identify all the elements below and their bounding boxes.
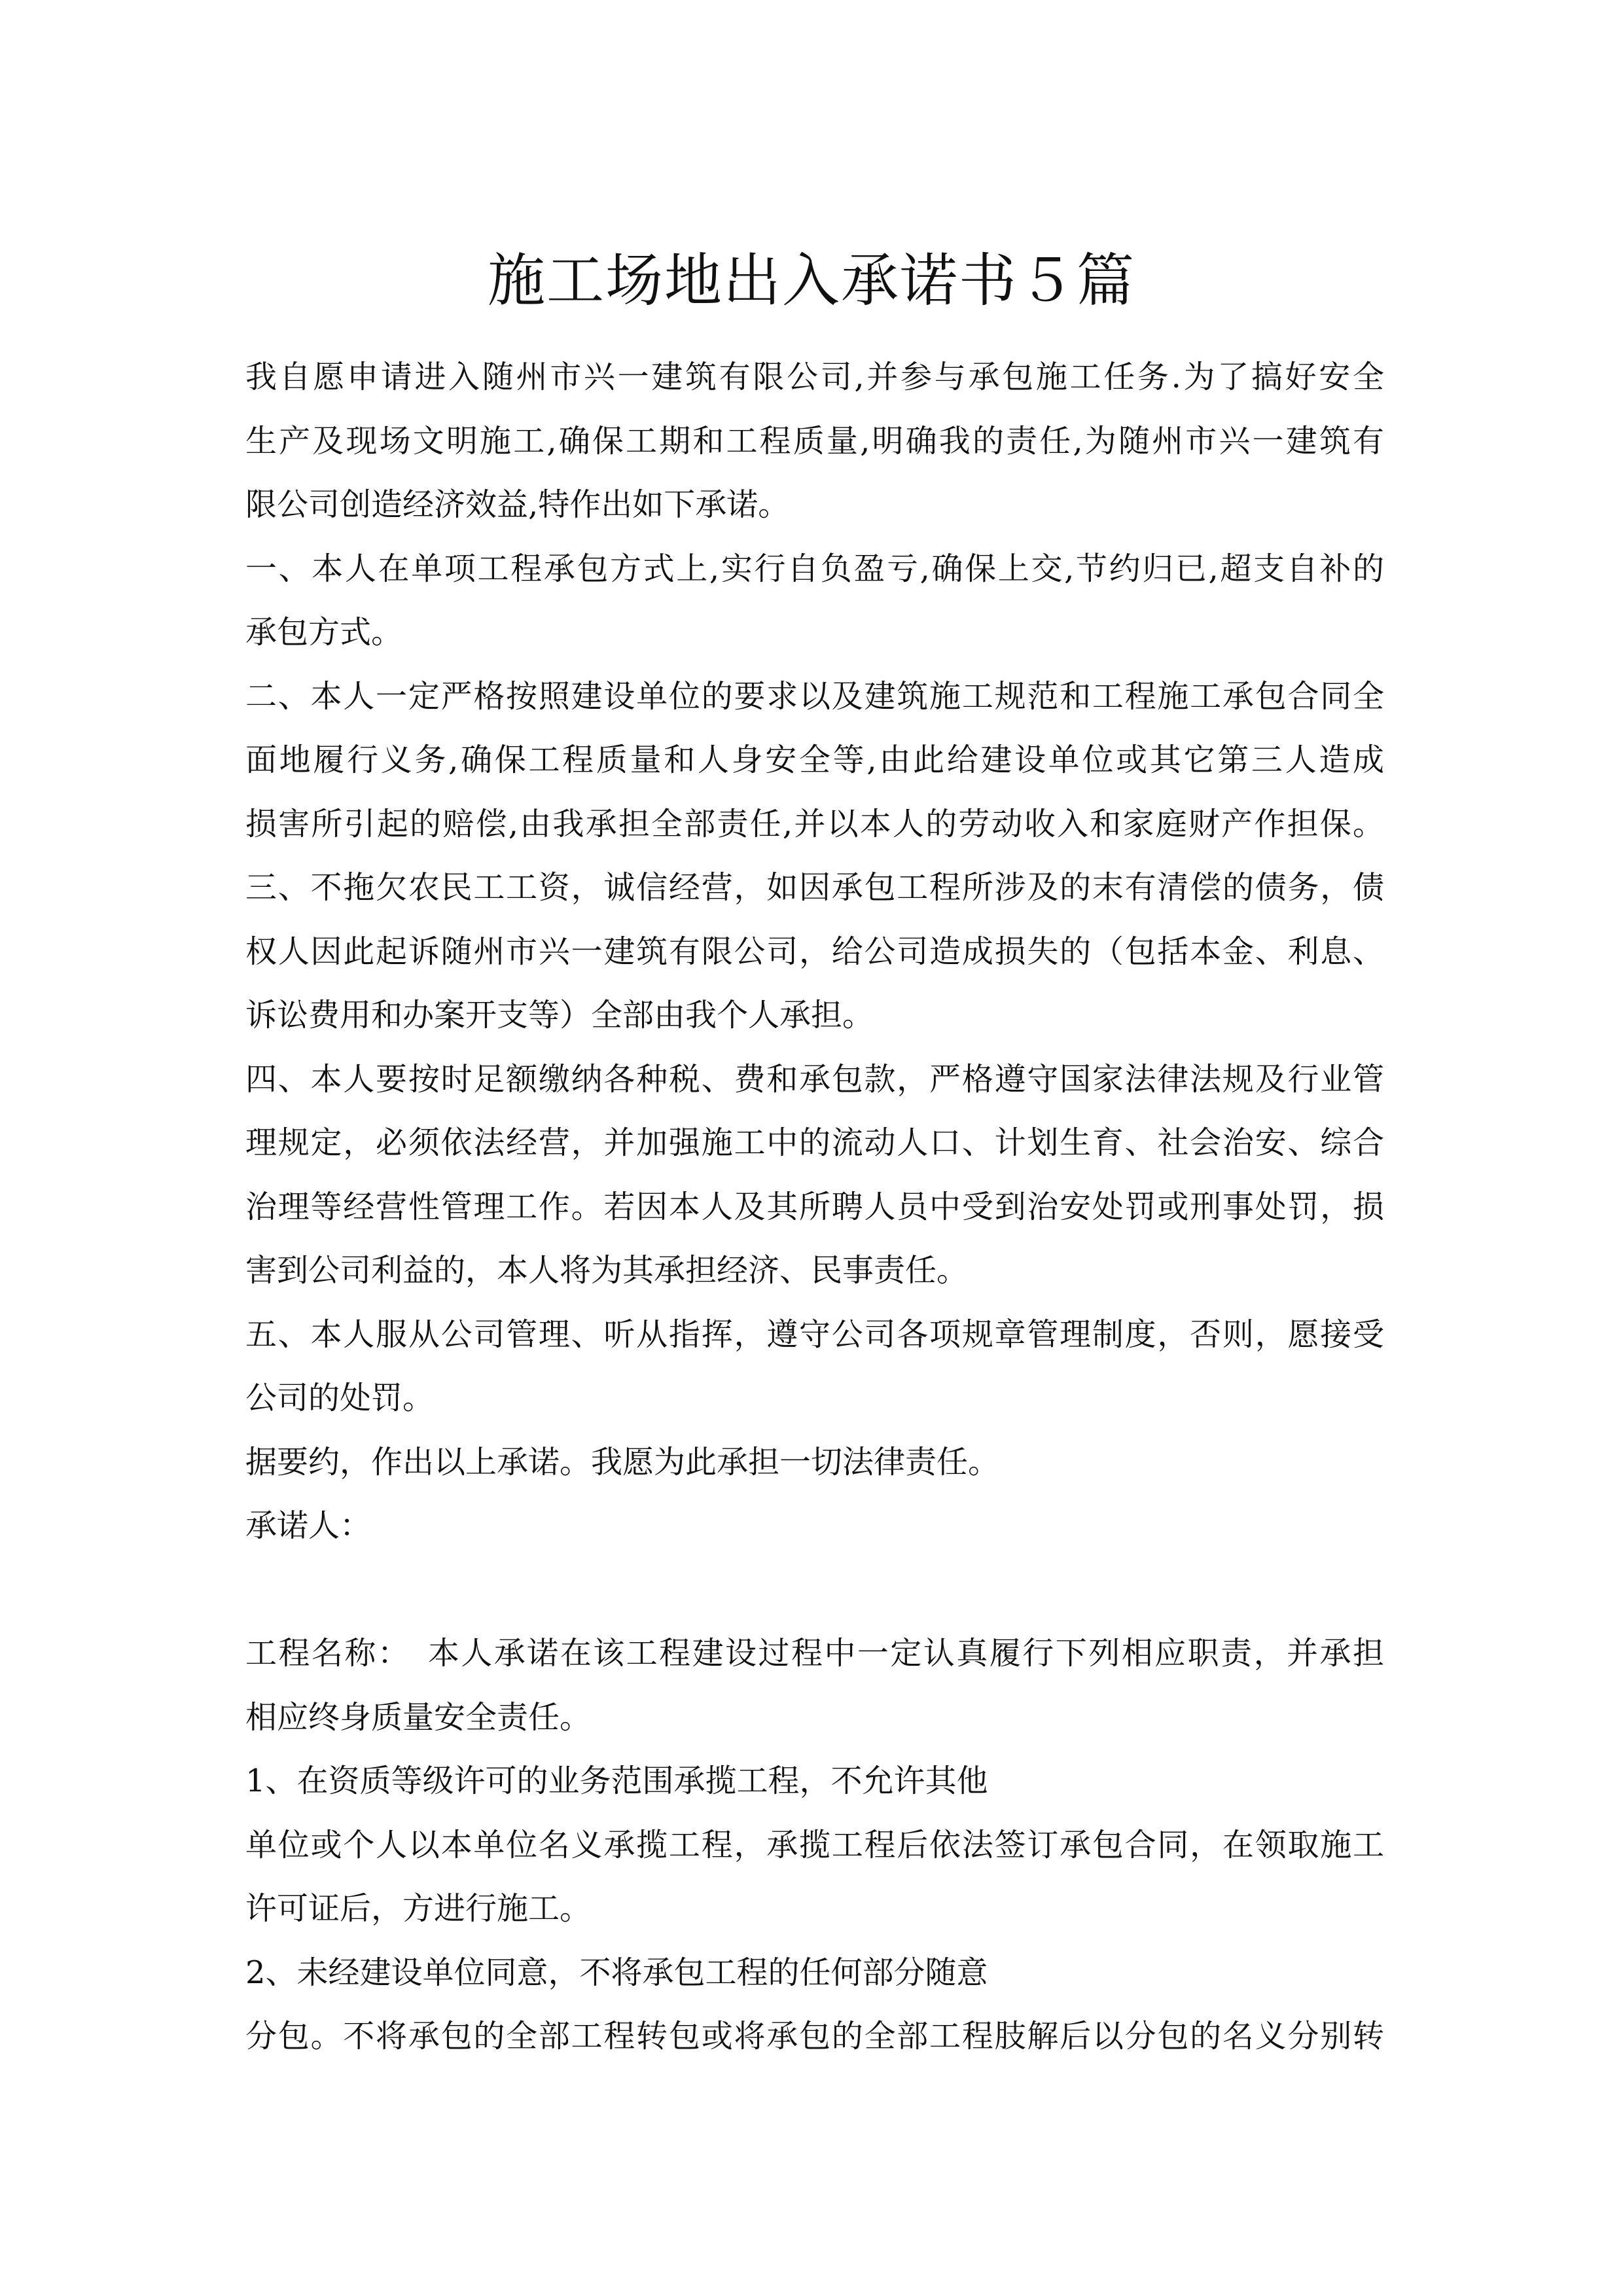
body-line: 公司的处罚。 [245,1380,435,1416]
body-line: 承包方式。 [245,614,403,651]
body-line: 诉讼费用和办案开支等）全部由我个人承担。 [245,997,874,1033]
body-line: 1、在资质等级许可的业务范围承揽工程，不允许其他 [245,1763,988,1799]
body-line: 2、未经建设单位同意，不将承包工程的任何部分随意 [245,1954,988,1991]
body-line: 二、本人一定严格按照建设单位的要求以及建筑施工规范和工程施工承包合同全 [245,677,1384,715]
body-line: 害到公司利益的，本人将为其承担经济、民事责任。 [245,1252,969,1289]
blank-line [245,1558,1384,1623]
body-line: 据要约，作出以上承诺。我愿为此承担一切法律责任。 [245,1443,1000,1480]
body-line: 四、本人要按时足额缴纳各种税、费和承包款，严格遵守国家法律法规及行业管 [245,1060,1384,1098]
signatory-label: 承诺人： [245,1507,372,1544]
body-line: 相应终身质量安全责任。 [245,1698,592,1736]
body-line: 三、不拖欠农民工工资，诚信经营，如因承包工程所涉及的末有清偿的债务，债 [245,869,1384,906]
body-line: 生产及现场文明施工,确保工期和工程质量,明确我的责任,为随州市兴一建筑有 [245,422,1384,459]
body-line: 治理等经营性管理工作。若因本人及其所聘人员中受到治安处罚或刑事处罚，损 [245,1188,1384,1225]
body-line: 理规定，必须依法经营，并加强施工中的流动人口、计划生育、社会治安、综合 [245,1124,1384,1161]
body-line: 我自愿申请进入随州市兴一建筑有限公司,并参与承包施工任务.为了搞好安全 [245,359,1384,395]
document-title: 施工场地出入承诺书５篇 [487,246,1135,314]
body-line: 工程名称： 本人承诺在该工程建设过程中一定认真履行下列相应职责，并承担 [245,1635,1384,1672]
body-line: 权人因此起诉随州市兴一建筑有限公司，给公司造成损失的（包括本金、利息、 [245,933,1384,970]
body-line: 单位或个人以本单位名义承揽工程，承揽工程后依法签订承包合同，在领取施工 [245,1826,1384,1863]
body-line: 限公司创造经济效益,特作出如下承诺。 [245,486,790,523]
body-line: 分包。不将承包的全部工程转包或将承包的全部工程肢解后以分包的名义分别转 [245,2018,1384,2054]
body-line: 五、本人服从公司管理、听从指挥，遵守公司各项规章管理制度，否则，愿接受 [245,1316,1384,1353]
body-line: 一、本人在单项工程承包方式上,实行自负盈亏,确保上交,节约归已,超支自补的 [245,550,1384,587]
document-body [245,346,1384,2069]
body-line: 损害所引起的赔偿,由我承担全部责任,并以本人的劳动收入和家庭财产作担保。 [245,805,1384,842]
body-line: 面地履行义务,确保工程质量和人身安全等,由此给建设单位或其它第三人造成 [245,742,1384,778]
body-line: 许可证后，方进行施工。 [245,1890,592,1927]
